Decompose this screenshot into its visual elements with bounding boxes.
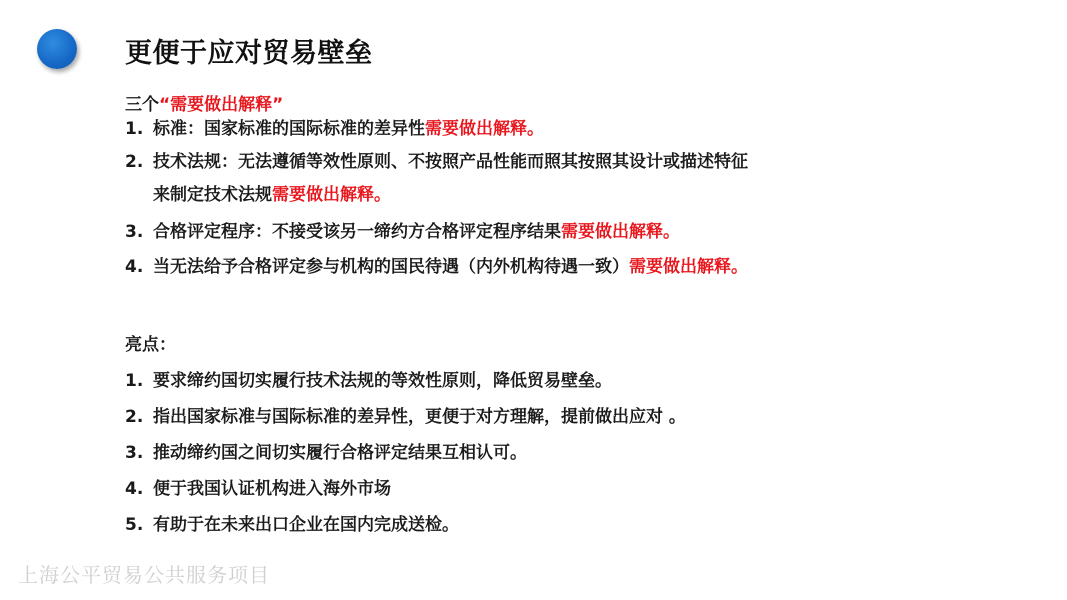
list-item (125, 513, 1025, 538)
item-number: 4. (125, 479, 144, 499)
list-item (125, 477, 1025, 502)
list-item (125, 220, 1025, 245)
section1-heading (125, 93, 1025, 118)
item-number: 4. (125, 257, 144, 277)
section1-heading-prefix: 三个 (125, 95, 159, 115)
content-body (125, 93, 1025, 538)
footer-watermark: 上海公平贸易公共服务项目 (18, 563, 270, 587)
item-number: 1. (125, 371, 144, 391)
section1-heading-quote: “需要做出解释” (159, 95, 284, 115)
item-number: 2. (125, 407, 144, 427)
item-number: 3. (125, 222, 144, 242)
item-text: 便于我国认证机构进入海外市场 (153, 479, 391, 499)
blue-circle-bullet-icon (37, 29, 77, 69)
item-text: 技术法规：无法遵循等效性原则、不按照产品性能而照其按照其设计或描述特征 (153, 152, 748, 172)
item-number: 5. (125, 515, 144, 535)
item-red-text: 需要做出解释。 (425, 119, 544, 139)
list-item (125, 369, 1025, 394)
item-text: 来制定技术法规 (153, 185, 272, 205)
item-text: 要求缔约国切实履行技术法规的等效性原则，降低贸易壁垒。 (153, 371, 612, 391)
page-title: 更便于应对贸易壁垒 (125, 38, 373, 69)
list-item (125, 405, 1025, 430)
item-red-text: 需要做出解释。 (272, 185, 391, 205)
item-text: 标准：国家标准的国际标准的差异性 (153, 119, 425, 139)
item-number: 2. (125, 152, 144, 172)
list-item-continuation (125, 183, 1025, 208)
item-red-text: 需要做出解释。 (561, 222, 680, 242)
item-text: 合格评定程序：不接受该另一缔约方合格评定程序结果 (153, 222, 561, 242)
item-text: 指出国家标准与国际标准的差异性，更便于对方理解，提前做出应对 。 (153, 407, 686, 427)
item-text: 推动缔约国之间切实履行合格评定结果互相认可。 (153, 443, 527, 463)
list-item (125, 441, 1025, 466)
list-item (125, 150, 1025, 175)
item-text: 当无法给予合格评定参与机构的国民待遇（内外机构待遇一致） (153, 257, 629, 277)
section2-heading: 亮点： (125, 335, 176, 355)
list-item (125, 255, 1025, 280)
list-item (125, 117, 1025, 142)
item-text: 有助于在未来出口企业在国内完成送检。 (153, 515, 459, 535)
item-number: 3. (125, 443, 144, 463)
item-number: 1. (125, 119, 144, 139)
item-red-text: 需要做出解释。 (629, 257, 748, 277)
